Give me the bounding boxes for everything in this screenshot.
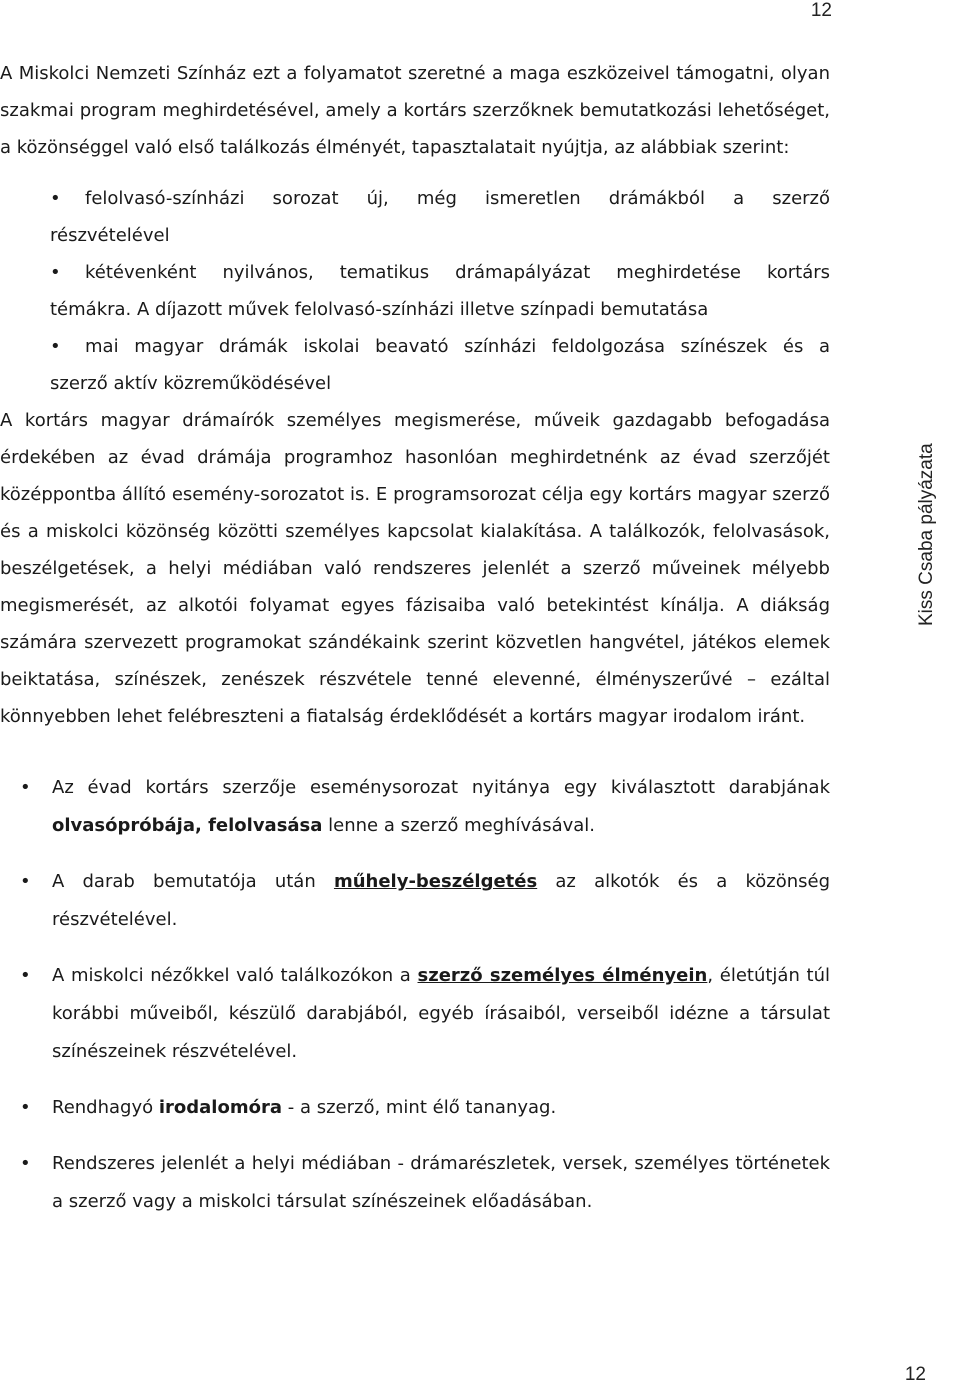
item-text: A miskolci nézőkkel való találkozókon a (52, 965, 418, 986)
list-item (0, 769, 830, 845)
item-bold: olvasópróbája, felolvasása (52, 815, 323, 836)
item-text: - a szerző, mint élő tananyag. (282, 1097, 557, 1118)
small-bullet-cont: témákra. A díjazott művek felolvasó-színházi illetve színpadi bemutatása (50, 299, 709, 320)
small-bullet-cont: részvételével (50, 225, 170, 246)
main-paragraph: A kortárs magyar drámaírók személyes megismerése, műveik gazdagabb befogadása érdekében az évad drámája programhoz hasonlóan meghirdetnénk az évad szerzőjét középpontba állító esemény-sorozatot is. E programsorozat célja egy kortárs magyar szerző és a miskolci közönség közötti személyes kapcsolat kialakítása. A találkozók, felolvasások, beszélgetések, a helyi médiában való rendszeres jelenlét a szerző műveinek mélyebb megismerését, az alkotói folyamat egyes fázisaiba való betekintést kínálja. A diákság számára szervezett programokat szándékaink szerint közvetlen hangvétel, játékos elemek beiktatása, színészek, zenészek részvétele tenné elevenné, élményszerűvé – ezáltal könnyebben lehet felébreszteni a fiatalság érdeklődését a kortárs magyar irodalom iránt. (0, 410, 830, 727)
side-label: Kiss Csaba pályázata (916, 443, 937, 626)
small-bullet-head: • kétévenként nyilvános, tematikus drámapályázat meghirdetése kortárs (0, 254, 830, 291)
item-text: az alkotók és a közönség részvételével. (52, 871, 830, 930)
item-text: Rendszeres jelenlét a helyi médiában - drámarészletek, versek, személyes történetek a szerző vagy a miskolci társulat színészeinek előadásában. (52, 1153, 830, 1212)
event-list (0, 769, 830, 1221)
page-number-bottom: 12 (904, 1364, 926, 1385)
item-text: A darab bemutatója után (52, 871, 334, 892)
small-bullet-2 (0, 254, 830, 328)
item-bold: szerző személyes élményein (417, 965, 708, 986)
document-body (0, 55, 830, 1239)
small-bullet-cont: szerző aktív közreműködésével (50, 373, 332, 394)
list-item (0, 1145, 830, 1221)
item-text: Rendhagyó (52, 1097, 159, 1118)
page-number-top: 12 (810, 0, 832, 21)
item-text: Az évad kortárs szerzője eseménysorozat nyitánya egy kiválasztott darabjának (52, 777, 830, 798)
small-bullet-head: • mai magyar drámák iskolai beavató színházi feldolgozása színészek és a (0, 328, 830, 365)
list-item (0, 863, 830, 939)
small-bullet-head: • felolvasó-színházi sorozat új, még ismeretlen drámákból a szerző (0, 180, 830, 217)
small-bullet-3 (0, 328, 830, 402)
item-bold: műhely-beszélgetés (333, 871, 538, 892)
item-bold: irodalomóra (158, 1097, 282, 1118)
intro-paragraph: A Miskolci Nemzeti Színház ezt a folyamatot szeretné a maga eszközeivel támogatni, olyan szakmai program meghirdetésével, amely a kortárs szerzőknek bemutatkozási lehetőséget, a közönséggel való első találkozás élményét, tapasztalatait nyújtja, az alábbiak szerint: (0, 63, 830, 158)
item-text: lenne a szerző meghívásával. (322, 815, 596, 836)
item-text: , életútján túl korábbi műveiből, készülő darabjából, egyéb írásaiból, verseiből idézne a társulat színészeinek részvételével. (52, 965, 831, 1062)
small-bullet-1 (0, 180, 830, 254)
list-item (0, 1089, 830, 1127)
list-item (0, 957, 830, 1071)
